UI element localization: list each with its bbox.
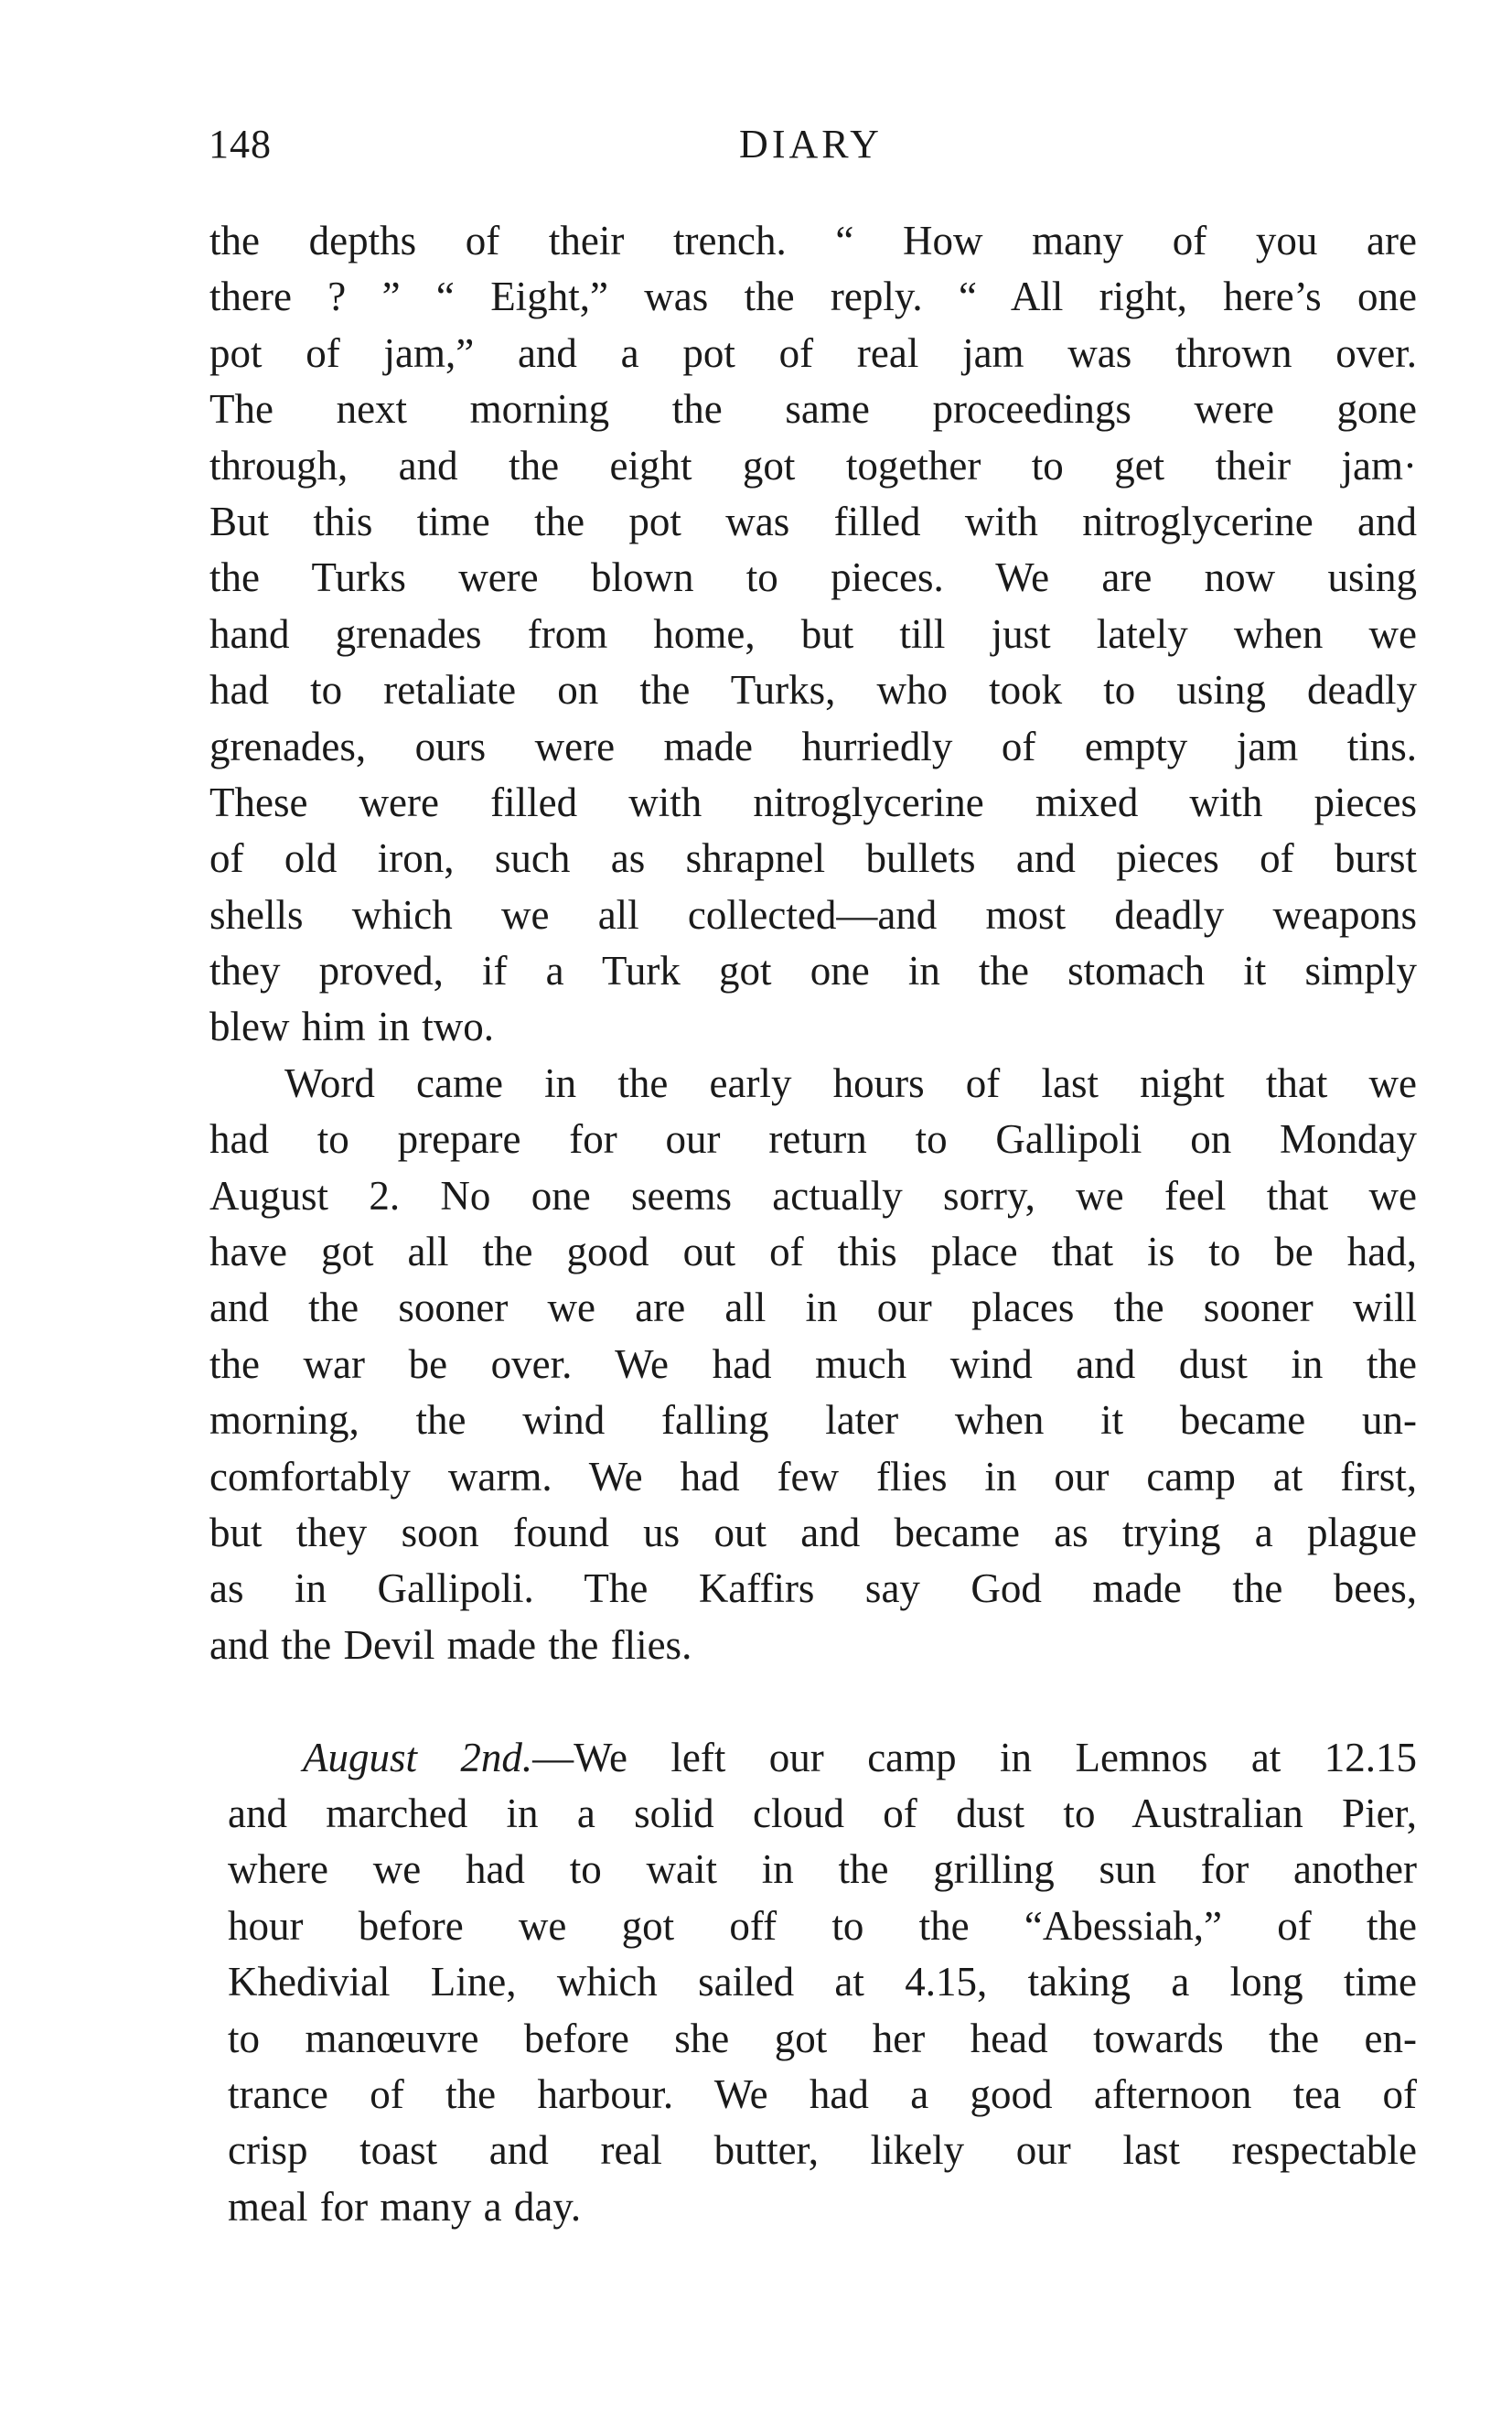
text-line: had to prepare for our return to Gallipoli on Monday (209, 1116, 1417, 1163)
text-line: Khedivial Line, which sailed at 4.15, taking a long time (228, 1959, 1417, 2005)
text-line: there ? ” “ Eight,” was the reply. “ All right, here’s one (209, 274, 1417, 320)
text-line: the war be over. We had much wind and dust in the (209, 1340, 1417, 1387)
text-line (228, 1730, 1417, 1786)
text-line: the depths of their trench. “ How many of you are (209, 218, 1417, 263)
text-run: —We left our camp in Lemnos at 12.15 (532, 1734, 1417, 1780)
paragraph (209, 1056, 1417, 1673)
text-line: grenades, ours were made hurriedly of empty jam tins. (209, 723, 1417, 769)
body-text (209, 213, 1417, 2235)
text-line: through, and the eight got together to get their jam· (209, 442, 1417, 489)
text-line: of old iron, such as shrapnel bullets and pieces of burst (209, 835, 1417, 882)
paragraph (209, 213, 1417, 1056)
text-line: But this time the pot was filled with nitroglycerine and (209, 498, 1417, 544)
text-line: These were filled with nitroglycerine mixed with pieces (209, 779, 1417, 825)
text-line: they proved, if a Turk got one in the stomach it simply (209, 948, 1417, 995)
text-line: shells which we all collected—and most deadly weapons (209, 891, 1417, 938)
text-line: comfortably warm. We had few flies in our camp at first, (209, 1453, 1417, 1500)
text-line: the Turks were blown to pieces. We are now using (209, 554, 1417, 601)
text-line: Word came in the early hours of last night that we (284, 1059, 1417, 1106)
text-line: had to retaliate on the Turks, who took to using deadly (209, 667, 1417, 714)
text-line: crisp toast and real butter, likely our last respectable (228, 2127, 1417, 2174)
text-line: to manœuvre before she got her head towards the en- (228, 2015, 1417, 2061)
text-line: where we had to wait in the grilling sun for another (228, 1846, 1417, 1893)
text-line: and the sooner we are all in our places the sooner will (209, 1285, 1417, 1331)
text-line: as in Gallipoli. The Kaffirs say God made the bees, (209, 1565, 1417, 1612)
page-number: 148 (209, 122, 272, 167)
text-line: have got all the good out of this place that is to be had, (209, 1229, 1417, 1275)
text-line: morning, the wind falling later when it became un- (209, 1397, 1417, 1444)
text-line: and marched in a solid cloud of dust to Australian Pier, (228, 1790, 1417, 1836)
paragraph-gap (209, 1673, 1417, 1729)
text-line: pot of jam,” and a pot of real jam was thrown over. (209, 329, 1417, 376)
text-line: hand grenades from home, but till just lately when we (209, 610, 1417, 657)
text-line: and the Devil made the flies. (209, 1621, 692, 1668)
text-line: trance of the harbour. We had a good afternoon tea of (228, 2070, 1417, 2117)
text-line: The next morning the same proceedings were gone (209, 386, 1417, 433)
text-line: but they soon found us out and became as trying a plague (209, 1509, 1417, 1555)
text-line: August 2. No one seems actually sorry, we feel that we (209, 1172, 1417, 1219)
text-line: meal for many a day. (228, 2183, 582, 2230)
entry-date: August 2nd. (303, 1734, 533, 1780)
running-title: DIARY (739, 122, 883, 167)
paragraph (209, 1730, 1417, 2236)
text-line: blew him in two. (209, 1004, 494, 1050)
text-line: hour before we got off to the “Abessiah,” of the (228, 1902, 1417, 1949)
